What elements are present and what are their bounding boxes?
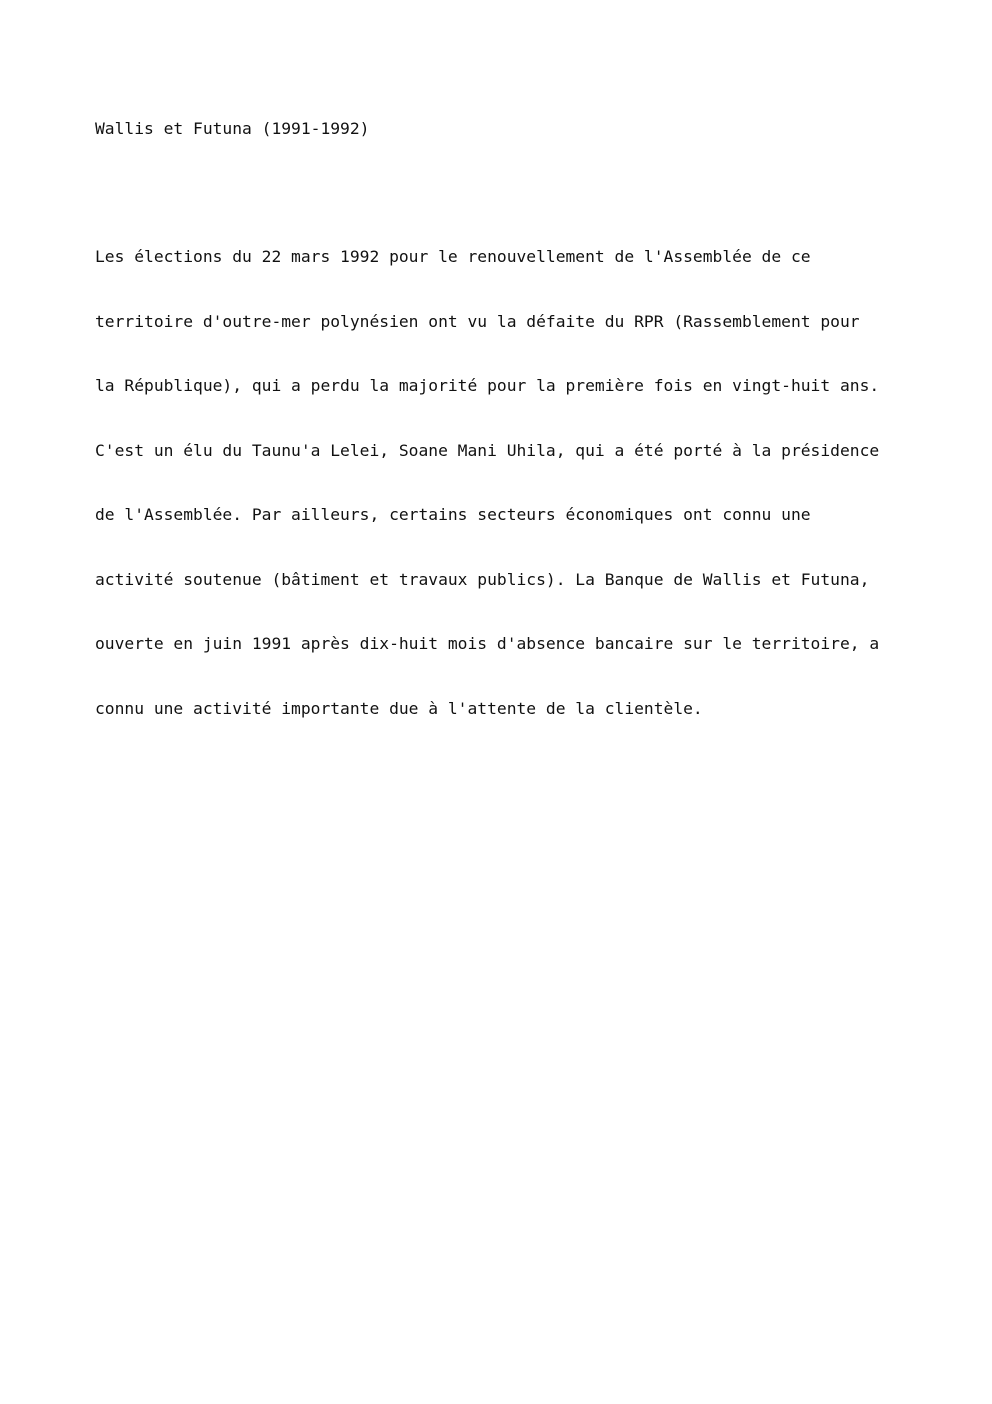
document-title: Wallis et Futuna (1991-1992) bbox=[95, 119, 370, 138]
paragraph-line: Les élections du 22 mars 1992 pour le renouvellement de l'Assemblée de ce bbox=[95, 247, 811, 266]
paragraph-line: la République), qui a perdu la majorité pour la première fois en vingt-huit ans. bbox=[95, 376, 880, 395]
paragraph-line: ouverte en juin 1991 après dix-huit mois d'absence bancaire sur le territoire, a bbox=[95, 634, 880, 653]
paragraph-line: connu une activité importante due à l'attente de la clientèle. bbox=[95, 698, 703, 718]
paragraph-line: activité soutenue (bâtiment et travaux publics). La Banque de Wallis et Futuna, bbox=[95, 569, 870, 589]
paragraph-line: territoire d'outre-mer polynésien ont vu la défaite du RPR (Rassemblement pour bbox=[95, 311, 860, 331]
paragraph-line: C'est un élu du Taunu'a Lelei, Soane Mani Uhila, qui a été porté à la présidence bbox=[95, 440, 880, 460]
body-paragraph bbox=[95, 203, 879, 762]
paragraph-line: de l'Assemblée. Par ailleurs, certains secteurs économiques ont connu une bbox=[95, 505, 811, 524]
